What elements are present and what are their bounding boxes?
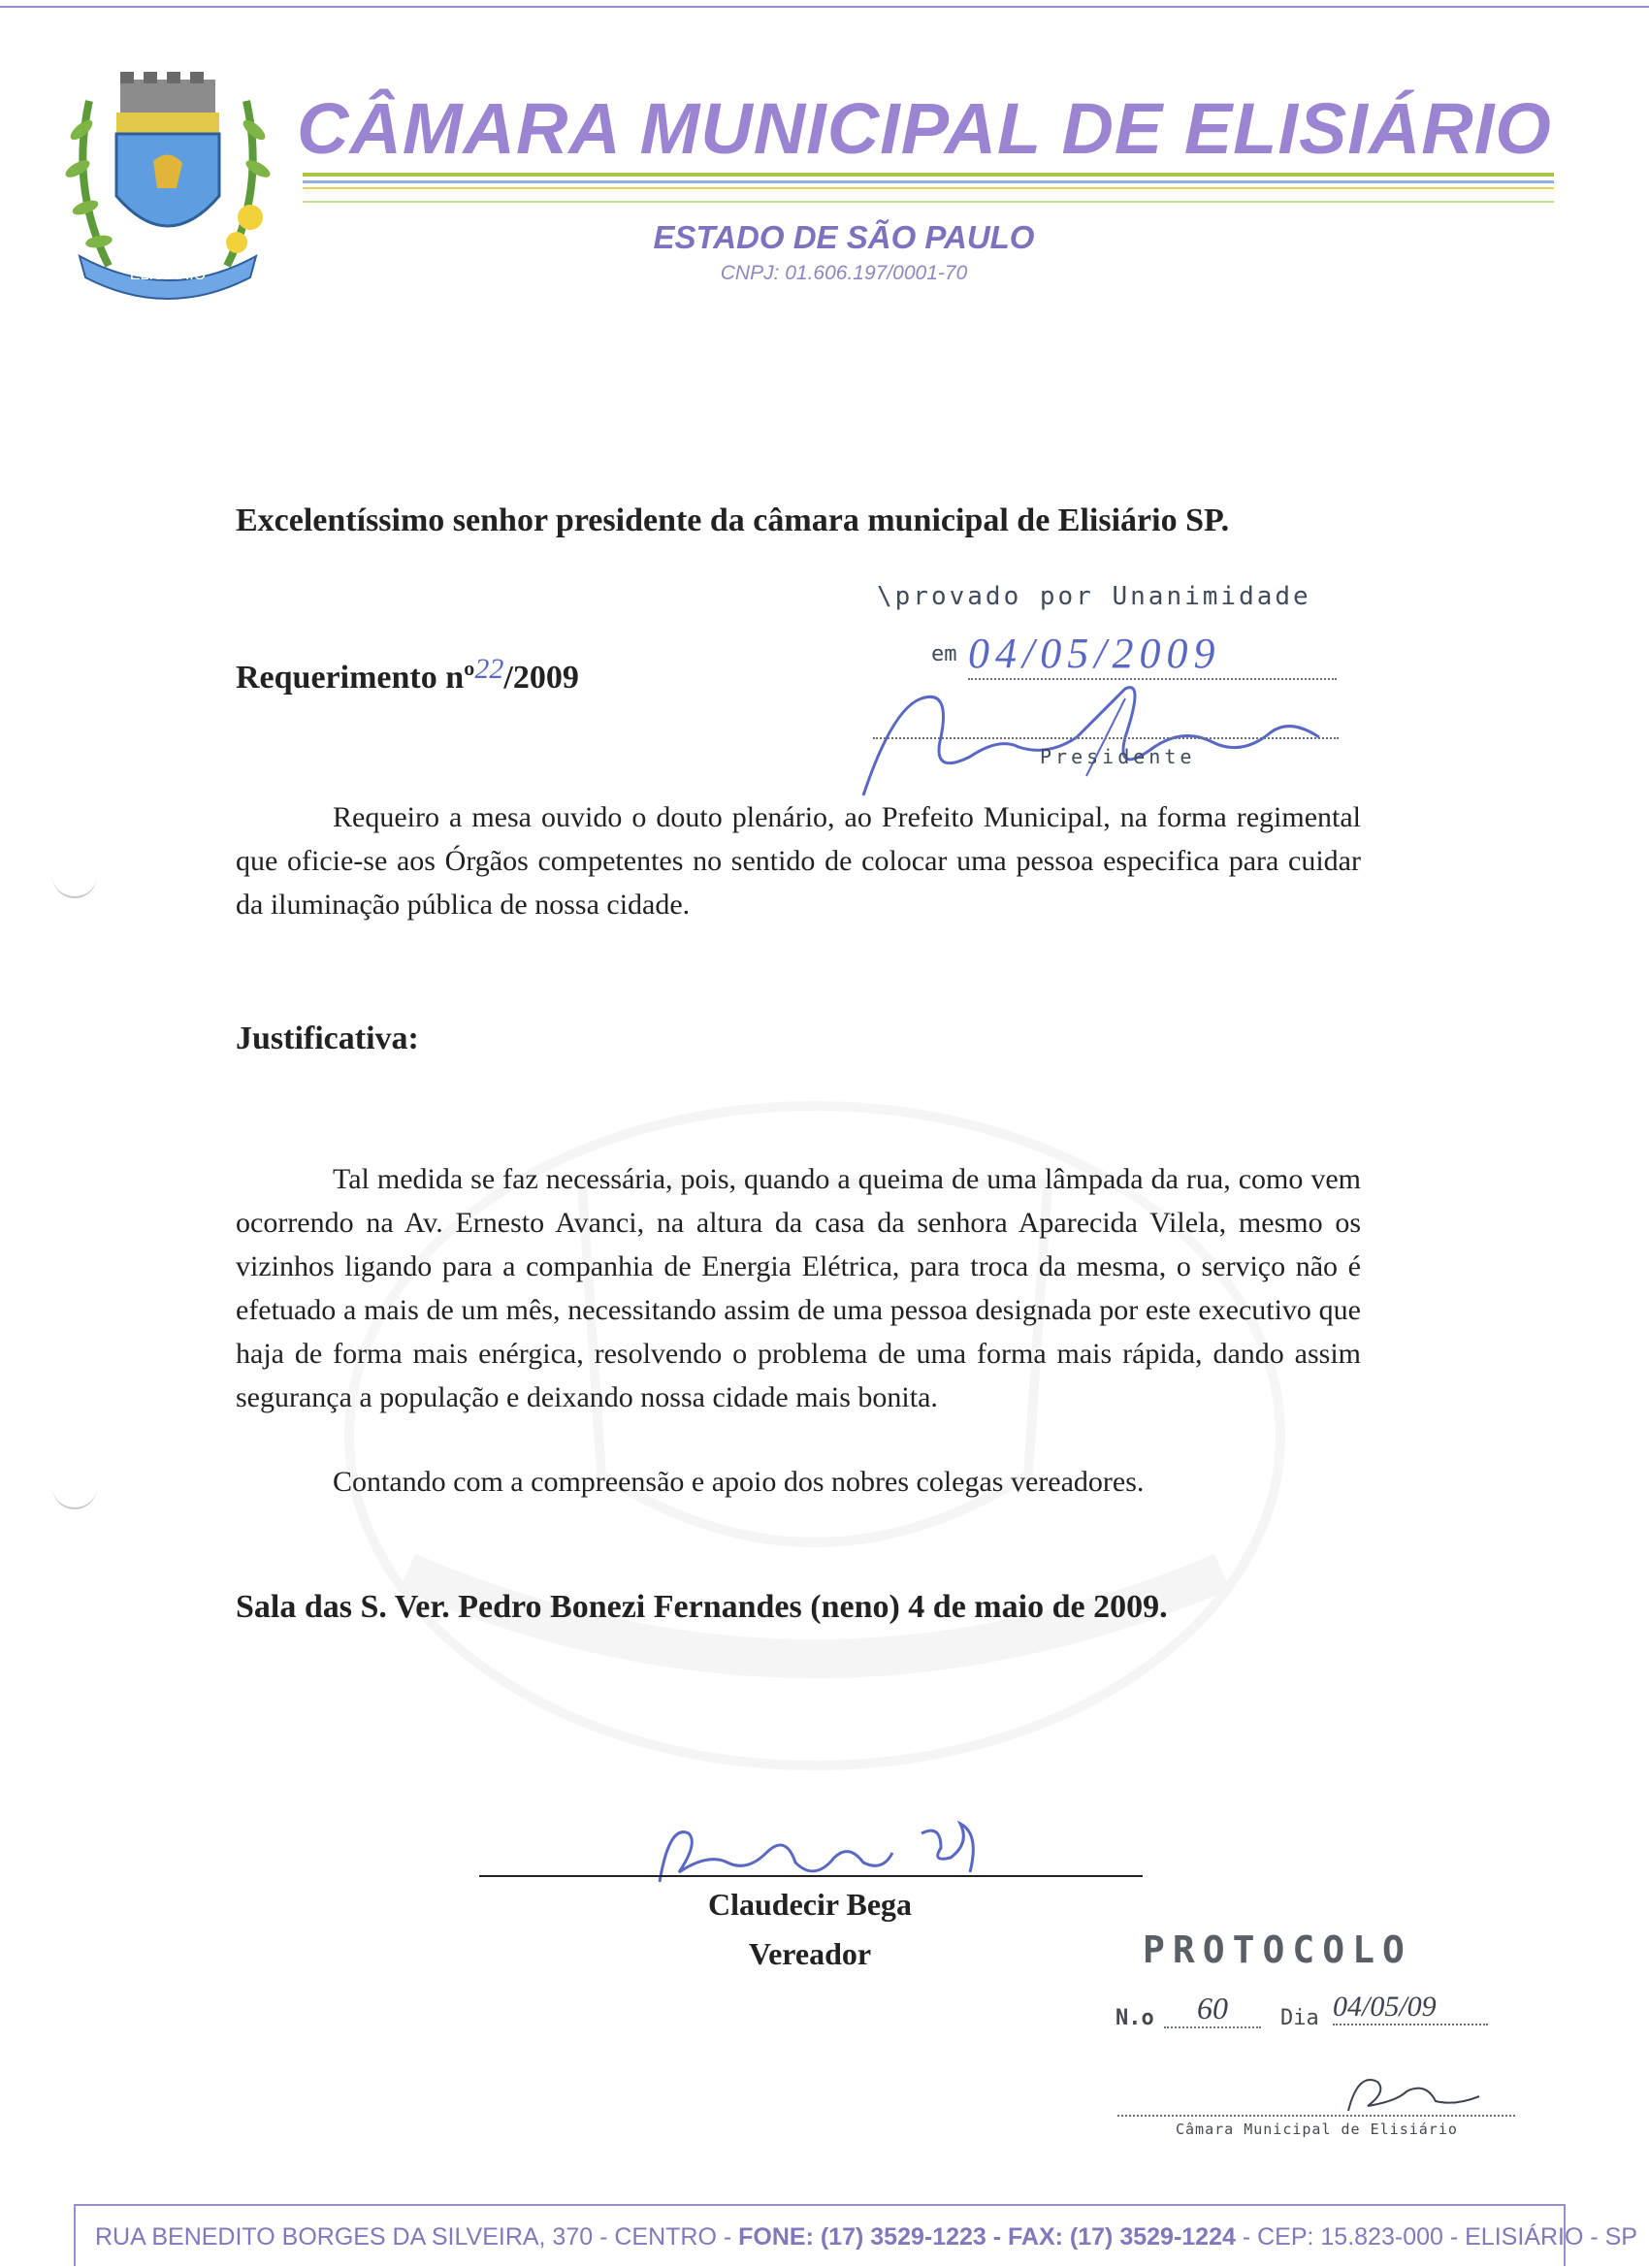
municipal-crest-icon	[60, 72, 275, 305]
vereador-signature-icon	[650, 1804, 999, 1897]
protocol-stamp-title: PROTOCOLO	[1143, 1928, 1412, 1971]
requirement-year: /2009	[503, 660, 579, 696]
salutation: Excelentíssimo senhor presidente da câmara municipal de Elisiário SP.	[236, 502, 1230, 538]
crest-ribbon-text: ELISIÁRIO	[129, 267, 207, 283]
header-rule-green	[303, 173, 1554, 177]
cnpj: CNPJ: 01.606.197/0001-70	[720, 262, 968, 284]
protocol-day: 04/05/09	[1333, 1991, 1488, 2025]
approval-stamp-text: \provado por Unanimidade	[877, 582, 1311, 611]
protocol-number: 60	[1164, 1991, 1261, 2028]
signer-name: Claudecir Bega	[707, 1887, 913, 1922]
header-rule-blue	[303, 180, 1554, 183]
protocol-organization: Câmara Municipal de Elisiário	[1176, 2121, 1458, 2138]
punch-hole	[52, 873, 97, 898]
top-border-rule	[0, 6, 1649, 8]
requirement-number-line	[236, 653, 579, 697]
footer-address-box	[74, 2204, 1637, 2266]
signer-role: Vereador	[748, 1936, 872, 1971]
footer-cep-city: - CEP: 15.823-000 - ELISIÁRIO - SP	[1235, 2223, 1637, 2251]
protocol-sign-line	[1117, 2115, 1515, 2117]
approval-handwritten-date: 04/05/2009	[968, 629, 1337, 680]
header-rule-thin	[303, 201, 1554, 203]
header-rule-yellow	[303, 187, 1554, 189]
protocol-number-label: N.o	[1116, 2006, 1154, 2030]
state-name: ESTADO DE SÃO PAULO	[653, 219, 1035, 255]
protocol-day-label: Dia	[1280, 2006, 1319, 2030]
president-signature-icon	[834, 679, 1339, 805]
justification-paragraph: Tal medida se faz necessária, pois, quando a queima de uma lâmpada da rua, como vem ocorrendo na Av. Ernesto Avanci, na altura da casa da senhora Aparecida Vilela, mesmo os vizinhos ligando para a companhia de Energia Elétrica, para troca da mesma, o serviço não é efetuado a mais de um mês, necessitando assim de uma pessoa designada por este executivo que haja de forma mais enérgica, resolvendo o problema de uma forma mais rápida, dando assim segurança a população e deixando nossa cidade mais bonita.	[236, 1163, 1361, 1413]
vereador-sign-line	[479, 1875, 1143, 1877]
approval-sign-line	[873, 737, 1339, 739]
requirement-label: Requerimento nº	[236, 660, 475, 696]
justification-heading: Justificativa:	[236, 1021, 419, 1056]
punch-hole	[52, 1484, 97, 1509]
request-paragraph: Requeiro a mesa ouvido o douto plenário, ao Prefeito Municipal, na forma regimental que oficie-se aos Órgãos competentes no sentido de colocar uma pessoa especifica para cuidar da iluminação pública de nossa cidade.	[236, 801, 1361, 921]
council-title: CÂMARA MUNICIPAL DE ELISIÁRIO	[297, 88, 1552, 169]
place-and-date: Sala das S. Ver. Pedro Bonezi Fernandes (neno) 4 de maio de 2009.	[236, 1589, 1168, 1625]
requirement-number: 22	[474, 653, 504, 685]
protocol-signature-icon	[1339, 2062, 1484, 2122]
footer-address: RUA BENEDITO BORGES DA SILVEIRA, 370 - CENTRO -	[95, 2223, 739, 2251]
approval-stamp-role: Presidente	[1040, 745, 1196, 768]
approval-stamp-em-label: em	[931, 642, 957, 666]
closing-paragraph: Contando com a compreensão e apoio dos nobres colegas vereadores.	[333, 1466, 1145, 1498]
footer-phone: FONE: (17) 3529-1223 - FAX: (17) 3529-1224	[738, 2223, 1236, 2251]
